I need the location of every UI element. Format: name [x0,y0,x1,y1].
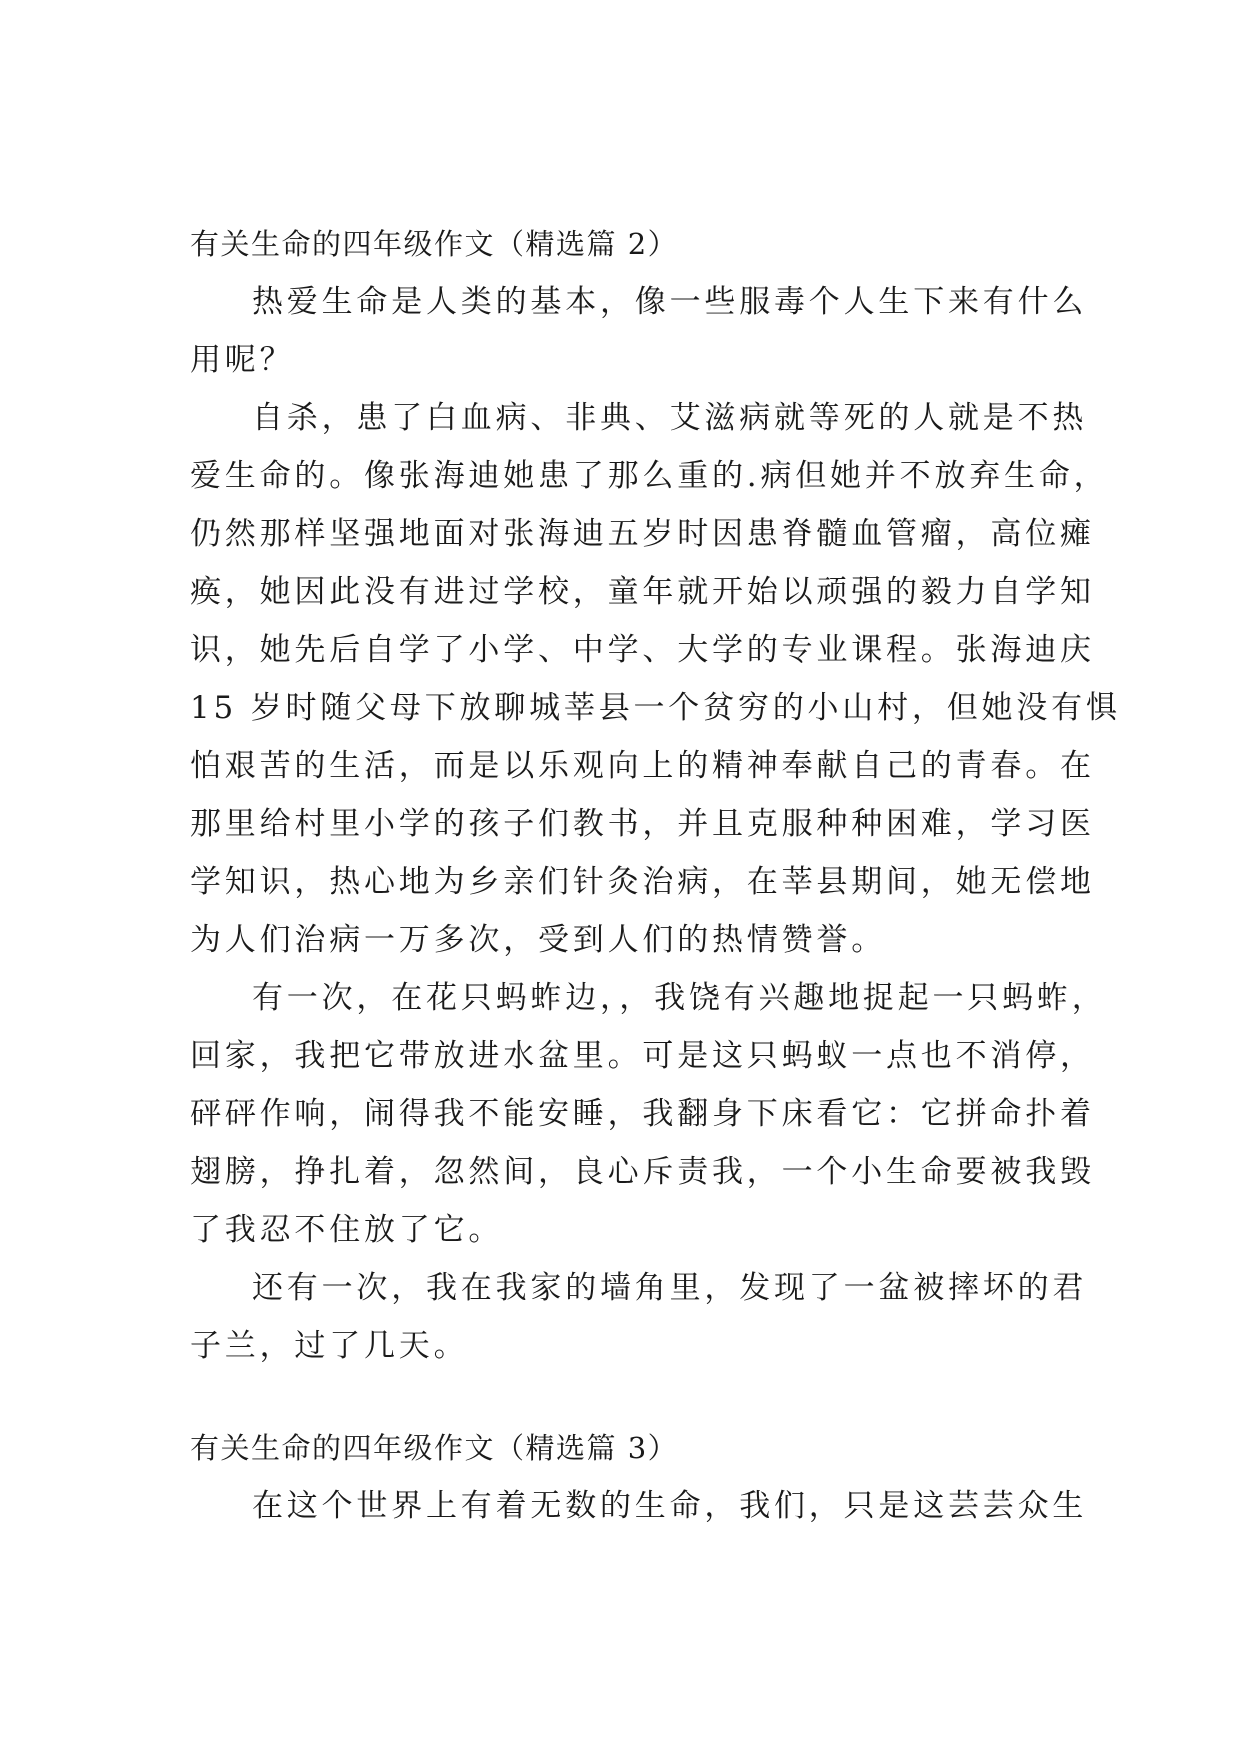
text-line: 痪，她因此没有进过学校，童年就开始以顽强的毅力自学知 [190,574,1095,610]
text-line: 识，她先后自学了小学、中学、大学的专业课程。张海迪庆 [190,632,1095,668]
paragraph [190,969,1107,1259]
text-line: 爱生命的。像张海迪她患了那么重的.病但她并不放弃生命， [190,458,1109,494]
text-line: 15 岁时随父母下放聊城莘县一个贫穷的小山村，但她没有惧 [190,690,1121,726]
text-line: 为人们治病一万多次，受到人们的热情赞誉。 [190,922,886,958]
text-line: 仍然那样坚强地面对张海迪五岁时因患脊髓血管瘤，高位瘫 [190,516,1095,552]
text-line: 用呢？ [190,342,295,378]
section-spacer [190,1375,1045,1419]
text-line: 在这个世界上有着无数的生命，我们，只是这芸芸众生 [252,1488,1088,1524]
text-line: 学知识，热心地为乡亲们针灸治病，在莘县期间，她无偿地 [190,864,1095,900]
text-line: 子兰，过了几天。 [190,1328,469,1364]
text-line: 翅膀，挣扎着，忽然间，良心斥责我，一个小生命要被我毁 [190,1154,1095,1190]
text-line: 了我忍不住放了它。 [190,1212,504,1248]
text-line: 自杀，患了白血病、非典、艾滋病就等死的人就是不热 [252,400,1088,436]
paragraph [190,1259,1088,1375]
paragraph [190,1477,1088,1535]
text-line: 还有一次，我在我家的墙角里，发现了一盆被摔坏的君 [252,1270,1088,1306]
paragraph [190,273,1088,389]
text-line: 有一次，在花只蚂蚱边，，我饶有兴趣地捉起一只蚂蚱， [252,980,1107,1016]
section-title: 有关生命的四年级作文（精选篇 3） [190,1431,679,1465]
text-line: 热爱生命是人类的基本，像一些服毒个人生下来有什么 [252,284,1088,320]
document-body [190,215,1121,1535]
text-line: 那里给村里小学的孩子们教书，并且克服种种困难，学习医 [190,806,1095,842]
paragraph [190,389,1121,969]
section-title: 有关生命的四年级作文（精选篇 2） [190,227,679,261]
text-line: 砰砰作响，闹得我不能安睡，我翻身下床看它：它拼命扑着 [190,1096,1095,1132]
text-line: 回家，我把它带放进水盆里。可是这只蚂蚁一点也不消停， [190,1038,1095,1074]
text-line: 怕艰苦的生活，而是以乐观向上的精神奉献自己的青春。在 [190,748,1095,784]
